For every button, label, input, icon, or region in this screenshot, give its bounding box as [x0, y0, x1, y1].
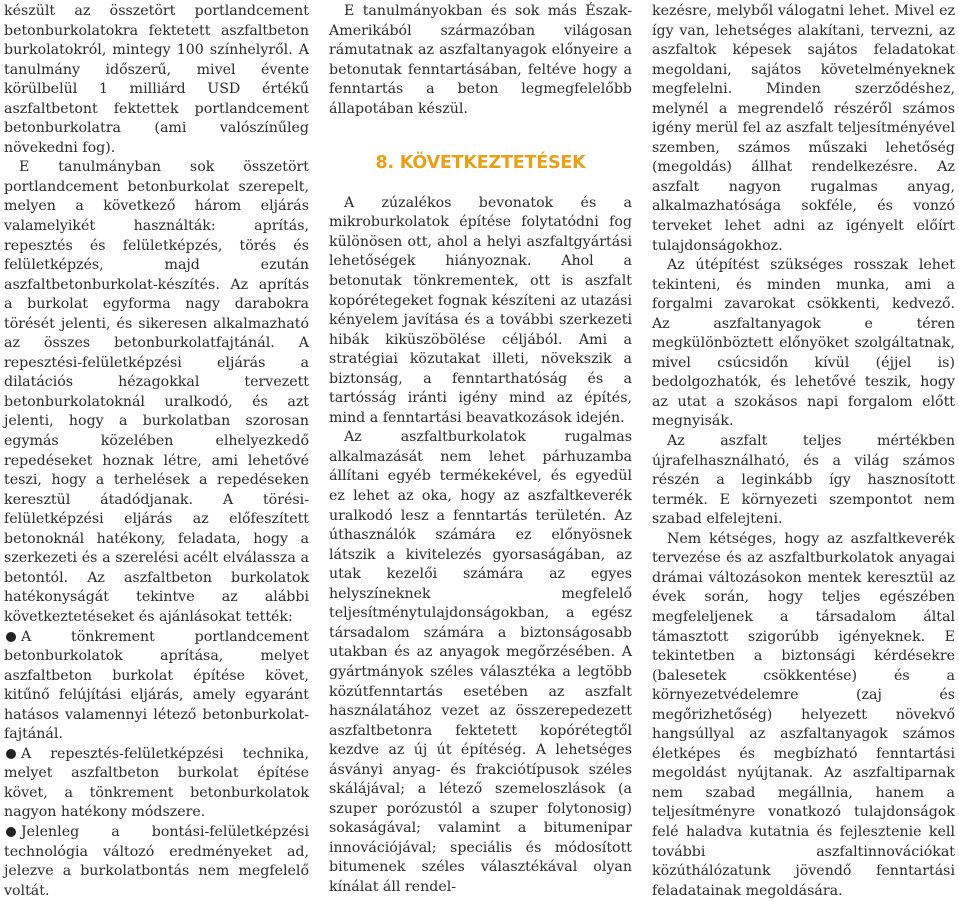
paragraph: Az aszfalt teljes mértékben újrafelhasználható, és a világ számos részén a leginkább így hasznosított termék. E környezeti szempontot nem szabad elfelejteni. [652, 433, 955, 528]
bullet-icon [6, 749, 16, 759]
paragraph: Nem kétséges, hogy az aszfaltkeverék tervezése és az aszfaltburkolatok anyagai drámai változásokon mentek keresztül az évek során, hogy teljes egészében megfeleljenek a társadalom által támasztott szigorúbb igényeknek. E tekintetben a biztonsági kérdésekre (balesetek csökkentése) és a környezetvédelemre (zaj és megőrizhetőség) helyezett növekvő hangsúllyal az aszfaltanyagok számos életképes és megbízható fenntartási megoldást nyújtanak. Az aszfaltiparnak nem szabad megállnia, hanem a teljesítményre vonatkozó tulajdonságok felé haladva kutatnia és fejlesztenie kell további aszfaltinnovációkat közúthálózatunk jövendő fenntartási feladatainak megoldására. [652, 530, 955, 899]
text-column-3 [652, 2, 955, 901]
bullet-item [4, 745, 309, 823]
section-heading: 8. KÖVETKEZTETÉSEK [375, 153, 586, 174]
bullet-icon [6, 632, 16, 642]
paragraph: E tanulmányokban és sok más Észak-Amerikából származóban világosan rámutatnak az aszfaltanyagok előnyeire a betonutak fenntartásában, feltéve hogy a fenntartás a beton legmegfelelőbb állapotában készül. [329, 3, 632, 117]
paragraph: készült az összetört portlandcement betonburkolatokra fektetett aszfaltbeton burkolatokról, mintegy 100 színhelyről. A tanulmány időszerű, mivel évente körülbelül 1 milliárd USD értékű aszfaltbetont fektettek portlandcement betonburkolatra (ami valószínűleg növekedni fog). [4, 3, 309, 156]
bullet-text: A repesztés-felületképzési technika, melyet aszfaltbeton burkolat építése követ, a tönkrement betonburkolatok nagyon hatékony módszere. [4, 745, 309, 821]
bullet-item [4, 823, 309, 901]
bullet-icon [6, 827, 16, 837]
paragraph: A zúzalékos bevonatok és a mikroburkolatok építése folytatódni fog különösen ott, ahol a helyi aszfaltgyártási lehetőségek hiányoznak. Ahol a betonutak tönkrementek, ott is aszfalt kopórétegeket fognak készíteni az utazási kényelem javítása és a további szerkezeti hibák kiküszöbölése céljából. Ami a stratégiai közutakat illeti, növekszik a biztonság, a fenntarthatóság és a tartósság iránti igény mind az építés, mind a fenntartási beavatkozások idején. [329, 194, 632, 426]
paragraph: kezésre, melyből válogatni lehet. Mivel ez így van, lehetséges alakítani, tervezni, az aszfaltok képesek sajátos feladatokat megoldani, sajátos követelményeknek megfelelni. Minden szerződéshez, melynél a megrendelő részéről számos igény merül fel az aszfalt teljesítményével szemben, számos műszaki lehetőség (megoldás) állhat rendelkezésre. Az aszfalt nagyon rugalmas anyag, alkalmazhatósága sokféle, és vonzó terveket lehet adni az igényelt előírt tulajdonságokhoz. [652, 3, 955, 254]
paragraph: Az aszfaltburkolatok rugalmas alkalmazását nem lehet párhuzamba állítani egyéb termékekével, és egyedül ez lehet az oka, hogy az aszfaltkeverék uralkodó lesz a fenntartás területén. Az úthasználók számára ez előnyösnek látszik a kivitelezés gyorsaságában, az utak kezelői számára az egyes helyszíneknek megfelelő teljesítménytulajdonságokban, a egész társadalom számára a biztonságosabb utakban és az anyagok megőrzésében. A gyártmányok széles választéka a legtöbb közútfenntartás esetében az aszfalt használatához vezet az összerepedezett aszfaltbetonra fektetett kopórétegtől kezdve az új út építéség. A lehetséges ásványi anyag- és frakciótípusok széles skálájával; a létező szemeloszlások (a szuper porózustól a szuper folytonosig) sokaságával; valamint a bitumenipar innovációjával; speciális és módosított bitumenek széles választékával olyan kínálat áll rendel- [329, 429, 632, 895]
bullet-text: A tönkrement portlandcement betonburkolatok aprítása, melyet aszfaltbeton burkolat építése követ, kitűnő felújítási eljárás, amely egyaránt hatásos valamennyi létező betonburkolat-fajtánál. [4, 628, 309, 743]
bullet-text: Jelenleg a bontási-felületképzési technológia változó eredményeket ad, jelezve a burkolatbontás nem megfelelő voltát. [4, 823, 309, 899]
text-column-1 [4, 2, 309, 901]
paragraph: Az útépítést szükséges rosszak lehet tekinteni, és minden munka, ami a forgalmi zavarokat csökkenti, kedvező. Az aszfaltanyagok e téren megkülönböztett előnyöket szolgáltatnak, mivel csúcsidőn kívül (éjjel is) bedolgozhatók, és lehetővé teszik, hogy az utat a szokásos napi forgalom előtt megnyisák. [652, 257, 955, 430]
bullet-item [4, 628, 309, 745]
paragraph: E tanulmányban sok összetört portlandcement betonburkolat szerepelt, melyen a következő három eljárás valamelyikét használták: aprítás, repesztés és felületképzés, törés és felületképzés, majd ezután aszfaltbetonburkolat-készítés. Az aprítás a burkolat egyforma nagy darabokra törését jelenti, és sikeresen alkalmazható az összes betonburkolatfajtánál. A repesztési-felületképzési eljárás a dilatációs hézagokkal tervezett betonburkolatoknál uralkodó, és azt jelenti, hogy a burkolatban szorosan egymás közelében elhelyezkedő repedéseket hoznak létre, ami lehetővé teszi, hogy a terhelések a repedéseken keresztül átadódjanak. A törési-felületképzési eljárás az előfeszített betonoknál hatékony, feladata, hogy a szerkezeti és a szerelési acélt elválassza a betontól. Az aszfaltbeton burkolatok hatékonyságát tekintve az alábbi következtetéseket és ajánlásokat tették: [4, 159, 309, 625]
text-column-2 [329, 2, 632, 901]
